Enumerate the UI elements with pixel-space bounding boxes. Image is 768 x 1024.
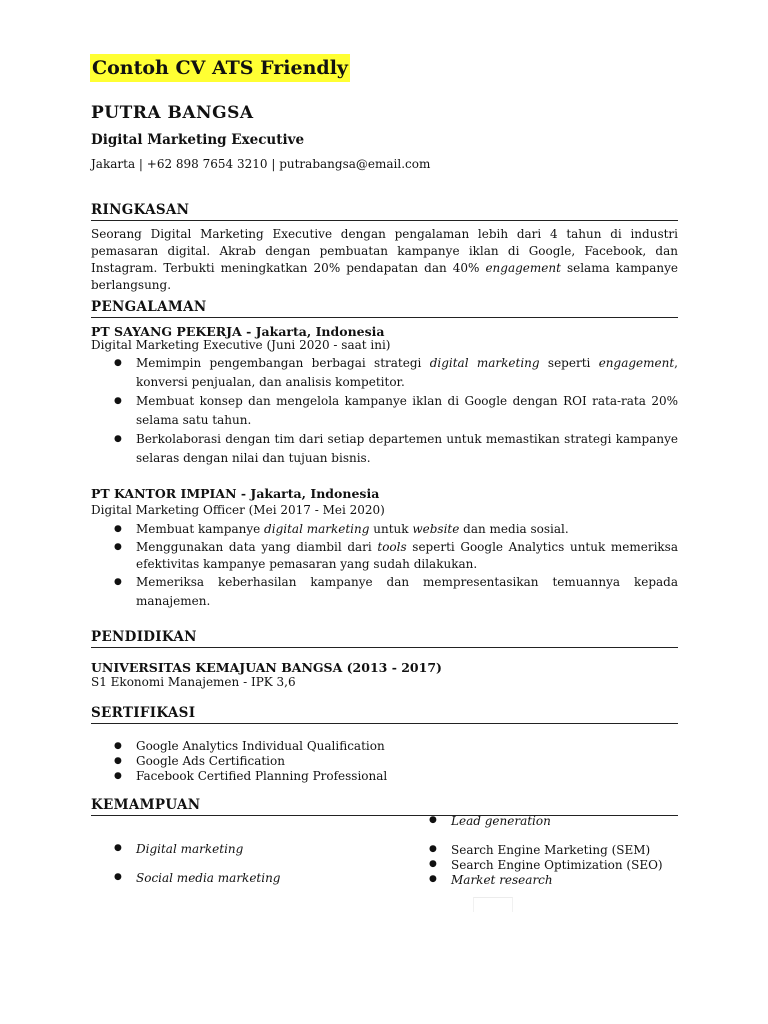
skill-item: ● Search Engine Marketing (SEM)	[429, 843, 650, 857]
job-bullet	[91, 539, 678, 573]
bullet-text: Membuat konsep dan mengelola kampanye iklan di Google dengan ROI rata-rata 20% selama satu tahun.	[136, 394, 678, 427]
job-company: PT KANTOR IMPIAN - Jakarta, Indonesia	[91, 486, 380, 501]
education-heading: PENDIDIKAN	[91, 629, 678, 648]
contact-line: Jakarta | +62 898 7654 3210 | putrabangsa@email.com	[91, 157, 431, 171]
bullet-text-italic: tools	[377, 540, 407, 554]
certifications-heading: SERTIFIKASI	[91, 705, 678, 724]
job-bullet	[91, 573, 678, 611]
skills-heading: KEMAMPUAN	[91, 797, 678, 816]
job-bullet	[91, 392, 678, 430]
certification-list	[91, 739, 678, 784]
bullet-text: Berkolaborasi dengan tim dari setiap departemen untuk memastikan strategi kampanye selaras dengan nilai dan tujuan bisnis.	[136, 432, 678, 465]
job-company: PT SAYANG PEKERJA - Jakarta, Indonesia	[91, 324, 385, 339]
summary-text-2: selama kampanye berlangsung.	[91, 261, 678, 292]
certification-item: ● Google Ads Certification	[91, 754, 678, 769]
summary-text-italic: engagement	[485, 261, 561, 275]
bullet-text: Menggunakan data yang diambil dari	[136, 540, 378, 554]
document-title: Contoh CV ATS Friendly	[90, 54, 350, 82]
certification-item: ● Facebook Certified Planning Professional	[91, 769, 678, 784]
bullet-text: seperti Google Analytics untuk memeriksa efektivitas kampanye pemasaran yang sudah dilakukan.	[136, 540, 678, 571]
bullet-text-italic: engagement	[598, 356, 675, 370]
page-artifact	[473, 897, 513, 912]
bullet-text-italic: website	[412, 522, 460, 536]
bullet-text: Memimpin pengembangan berbagai strategi	[136, 356, 430, 370]
job-bullet	[91, 520, 678, 539]
bullet-text-italic: digital marketing	[264, 522, 370, 536]
education-school: UNIVERSITAS KEMAJUAN BANGSA (2013 - 2017)	[91, 660, 442, 675]
skill-item: ● Social media marketing	[114, 871, 281, 885]
job-bullets	[91, 520, 678, 611]
education-degree: S1 Ekonomi Manajemen - IPK 3,6	[91, 675, 296, 689]
summary-heading: RINGKASAN	[91, 202, 678, 221]
experience-heading: PENGALAMAN	[91, 299, 678, 318]
candidate-name: PUTRA BANGSA	[91, 103, 254, 123]
bullet-text: untuk	[369, 522, 413, 536]
skill-item: ● Digital marketing	[114, 842, 243, 856]
bullet-text: , konversi penjualan, dan analisis kompetitor.	[136, 356, 678, 389]
bullet-text-italic: digital marketing	[429, 356, 540, 370]
summary-paragraph	[91, 226, 678, 294]
skill-item: ● Search Engine Optimization (SEO)	[429, 858, 663, 872]
bullet-text: dan media sosial.	[459, 522, 569, 536]
skill-item: ● Market research	[429, 873, 553, 887]
bullet-text: seperti	[539, 356, 599, 370]
bullet-text: Memeriksa keberhasilan kampanye dan mempresentasikan temuannya kepada manajemen.	[136, 575, 678, 608]
job-bullet	[91, 354, 678, 392]
certification-item: ● Google Analytics Individual Qualification	[91, 739, 678, 754]
summary-text-1: Seorang Digital Marketing Executive dengan pengalaman lebih dari 4 tahun di industri pemasaran digital. Akrab dengan pembuatan kampanye iklan di Google, Facebook, dan Instagram. Terbukti meningkatkan 20% pendapatan dan 40%	[91, 227, 678, 275]
job-bullets	[91, 354, 678, 468]
bullet-text: Membuat kampanye	[136, 522, 265, 536]
job-position: Digital Marketing Officer (Mei 2017 - Mei 2020)	[91, 503, 385, 517]
skill-item: ● Lead generation	[429, 814, 551, 828]
candidate-role: Digital Marketing Executive	[91, 132, 305, 148]
job-position: Digital Marketing Executive (Juni 2020 - saat ini)	[91, 338, 391, 352]
job-bullet	[91, 430, 678, 468]
